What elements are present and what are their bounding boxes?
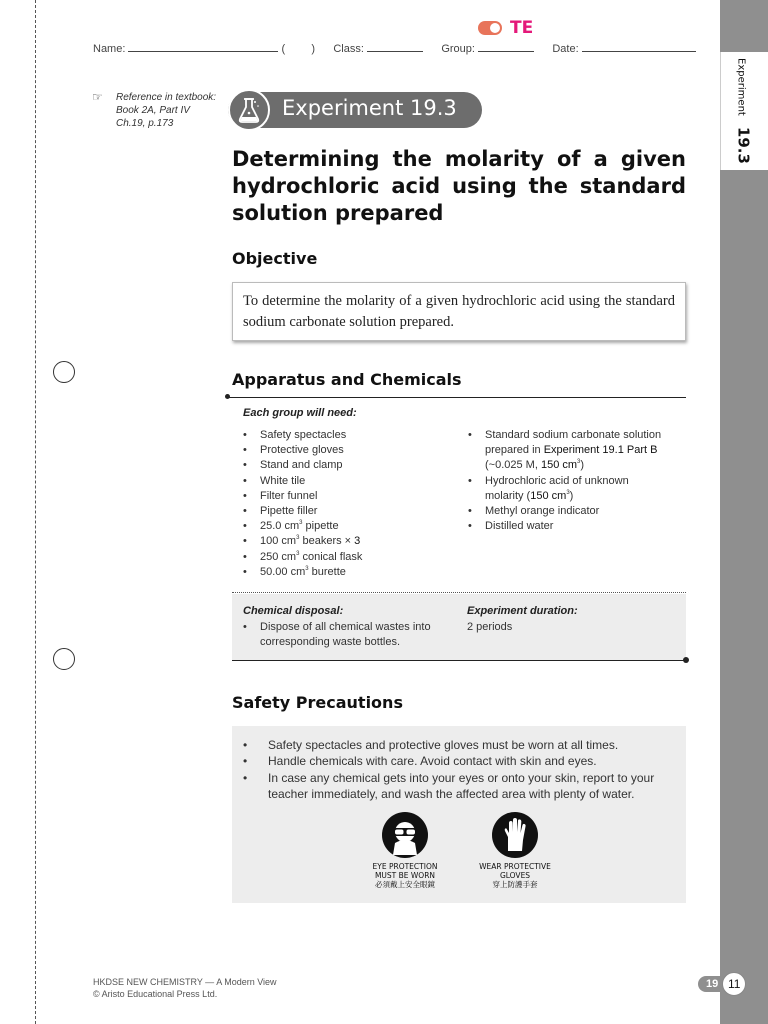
list-item: • 50.00 $cm^3$ burette <box>243 565 443 580</box>
apparatus-list <box>243 428 443 580</box>
dotted-separator <box>232 592 686 593</box>
objective-box <box>232 282 686 341</box>
footer-book-title: HKDSE NEW CHEMISTRY — A Modern View <box>93 977 277 987</box>
objective-text: To determine the molarity of a given hydrochloric acid using the standard sodium carbonate solution prepared. <box>243 293 675 330</box>
pointing-hand-icon: ☞ <box>92 90 103 104</box>
list-item: • White tile <box>243 474 443 489</box>
list-item: • Filter funnel <box>243 489 443 504</box>
name-field[interactable] <box>128 41 278 52</box>
apparatus-heading: Apparatus and Chemicals <box>232 370 462 389</box>
need-label: Each group will need: <box>243 407 357 419</box>
list-item: • Distilled water <box>468 519 683 534</box>
gloves-sign <box>470 812 560 889</box>
list-item: • Handle chemicals with care. Avoid contact with skin and eyes. <box>243 753 679 769</box>
page-number-badge <box>698 972 746 996</box>
glove-icon <box>492 812 538 858</box>
binding-dashed-line <box>35 0 36 1024</box>
flask-icon <box>228 89 270 131</box>
te-label: TE <box>510 18 534 38</box>
group-field[interactable] <box>478 41 534 52</box>
list-item: • In case any chemical gets into your eyes or onto your skin, report to your teacher immediately, and wash the affected area with plenty of water. <box>243 770 679 803</box>
sign-caption: WEAR PROTECTIVE <box>479 862 551 871</box>
list-item: • Hydrochloric acid of unknown molarity (150 $cm^3$) <box>468 474 683 504</box>
section-rule <box>228 397 686 398</box>
sign-caption: 必須戴上安全眼鏡 <box>375 880 435 889</box>
sign-caption: MUST BE WORN <box>374 871 436 880</box>
list-item: • Stand and clamp <box>243 458 443 473</box>
eye-protection-sign <box>360 812 450 889</box>
student-info-line <box>93 41 696 55</box>
experiment-badge-label: Experiment 19.3 <box>282 96 457 120</box>
name-label: Name: <box>93 43 126 55</box>
list-item: • Methyl orange indicator <box>468 504 683 519</box>
chapter-number: 19 <box>698 976 724 992</box>
list-item: • 100 $cm^3$ beakers × 3 <box>243 534 443 549</box>
paren-open: ( <box>281 43 286 55</box>
paren-close: ) <box>311 43 315 55</box>
punch-hole <box>53 361 75 383</box>
class-field[interactable] <box>367 41 423 52</box>
disposal-heading: Chemical disposal: <box>243 605 344 617</box>
goggles-icon <box>382 812 428 858</box>
list-item: • 25.0 $cm^3$ pipette <box>243 519 443 534</box>
experiment-tab-number: 19.3 <box>734 126 753 164</box>
punch-hole <box>53 648 75 670</box>
page-number: 11 <box>722 972 746 996</box>
list-item: • Pipette filler <box>243 504 443 519</box>
reference-line: Reference in textbook: <box>116 92 217 103</box>
class-label: Class: <box>333 43 364 55</box>
duration-text: 2 periods <box>467 621 513 633</box>
sign-caption: EYE PROTECTION <box>372 862 438 871</box>
duration-heading: Experiment duration: <box>467 605 578 617</box>
objective-heading: Objective <box>232 249 318 268</box>
section-rule <box>232 660 686 661</box>
footer <box>93 976 277 1000</box>
class-number-field[interactable] <box>288 41 308 52</box>
list-item: • Dispose of all chemical wastes into corresponding waste bottles. <box>243 620 453 650</box>
sign-caption: GLOVES <box>499 871 531 880</box>
list-item: • Safety spectacles <box>243 428 443 443</box>
safety-heading: Safety Precautions <box>232 693 403 712</box>
experiment-title: Determining the molarity of a given hydrochloric acid using the standard solution prepared <box>232 147 686 225</box>
group-label: Group: <box>441 43 475 55</box>
textbook-reference <box>92 91 216 130</box>
reference-line: Book 2A, Part IV <box>116 105 190 116</box>
footer-copyright: © Aristo Educational Press Ltd. <box>93 989 218 999</box>
sign-caption: 穿上防護手套 <box>492 880 538 889</box>
list-item: • Standard sodium carbonate solution prepared in Experiment 19.1 Part B (~0.025 M, 150 $cm^3$) <box>468 428 683 474</box>
safety-list <box>243 737 679 802</box>
experiment-tab-label <box>720 52 768 170</box>
list-item: • Protective gloves <box>243 443 443 458</box>
te-badge <box>478 18 533 38</box>
list-item: • 250 $cm^3$ conical flask <box>243 550 443 565</box>
experiment-tab-small: Experiment <box>735 58 747 116</box>
list-item: • Safety spectacles and protective gloves must be worn at all times. <box>243 737 679 753</box>
date-field[interactable] <box>582 41 696 52</box>
toggle-icon <box>478 21 502 35</box>
reference-line: Ch.19, p.173 <box>116 118 174 129</box>
date-label: Date: <box>552 43 579 55</box>
chemicals-list <box>468 428 683 534</box>
disposal-list <box>243 620 453 650</box>
